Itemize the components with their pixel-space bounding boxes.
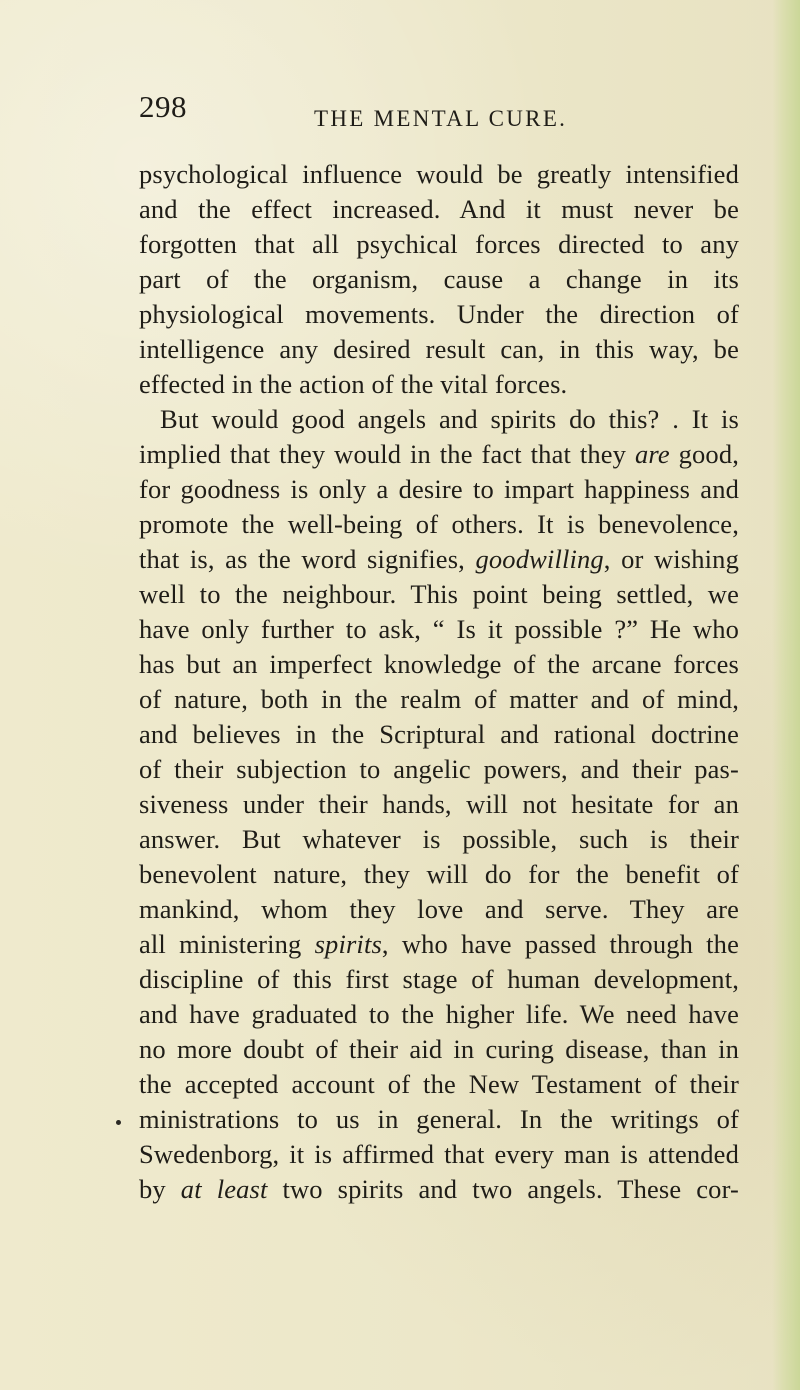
text-fragment: implied that they would in the fact that they xyxy=(139,439,635,469)
text-fragment: discipline of this first stage of human development, xyxy=(139,964,739,994)
text-fragment: of their subjection to angelic powers, and their pas- xyxy=(139,754,739,784)
text-fragment: , who have passed through the xyxy=(381,929,739,959)
text-line xyxy=(139,1067,739,1102)
text-line xyxy=(139,437,739,472)
italic-text-fragment: at least xyxy=(180,1174,268,1204)
text-fragment: well to the neighbour. This point being settled, we xyxy=(139,579,739,609)
text-fragment: mankind, whom they love and serve. They are xyxy=(139,894,739,924)
text-fragment: promote the well-being of others. It is benevolence, xyxy=(139,509,739,539)
text-line xyxy=(139,1032,739,1067)
text-line xyxy=(139,997,739,1032)
text-line xyxy=(139,752,739,787)
page-header xyxy=(139,89,739,143)
text-fragment: intelligence any desired result can, in this way, be xyxy=(139,334,739,364)
page-edge-stain xyxy=(772,0,800,1390)
text-fragment: part of the organism, cause a change in its xyxy=(139,264,739,294)
text-fragment: the accepted account of the New Testament of their xyxy=(139,1069,739,1099)
text-fragment: Swedenborg, it is affirmed that every man is attended xyxy=(139,1139,739,1169)
text-line xyxy=(139,472,739,507)
print-speck xyxy=(116,1120,121,1125)
text-fragment: no more doubt of their aid in curing disease, than in xyxy=(139,1034,739,1064)
text-line xyxy=(139,717,739,752)
text-fragment: by xyxy=(139,1174,181,1204)
text-fragment: all ministering xyxy=(139,929,315,959)
text-fragment: of nature, both in the realm of matter and of mind, xyxy=(139,684,739,714)
page-number: 298 xyxy=(139,89,187,124)
italic-text-fragment: goodwilling xyxy=(475,544,604,574)
text-line xyxy=(139,1102,739,1137)
text-fragment: that is, as the word signifies, xyxy=(139,544,476,574)
text-fragment: have only further to ask, “ Is it possible ?” He who xyxy=(139,614,739,644)
text-line xyxy=(139,892,739,927)
text-fragment: good, xyxy=(669,439,739,469)
text-line xyxy=(139,297,739,332)
text-line xyxy=(139,332,739,367)
text-line xyxy=(139,542,739,577)
text-fragment: siveness under their hands, will not hesitate for an xyxy=(139,789,739,819)
text-fragment: But would good angels and spirits do this? . It is xyxy=(160,404,739,434)
text-line xyxy=(139,962,739,997)
text-line xyxy=(139,402,739,437)
text-fragment: , or wishing xyxy=(603,544,739,574)
text-fragment: ministrations to us in general. In the writings of xyxy=(139,1104,739,1134)
text-line xyxy=(139,822,739,857)
text-fragment: for goodness is only a desire to impart happiness and xyxy=(139,474,739,504)
text-fragment: two spirits and two angels. These cor- xyxy=(267,1174,739,1204)
text-fragment: psychological influence would be greatly intensified xyxy=(139,159,739,189)
text-line xyxy=(139,647,739,682)
text-fragment: has but an imperfect knowledge of the arcane forces xyxy=(139,649,739,679)
text-line xyxy=(139,682,739,717)
text-fragment: forgotten that all psychical forces directed to any xyxy=(139,229,739,259)
text-line xyxy=(139,227,739,262)
text-fragment: and believes in the Scriptural and rational doctrine xyxy=(139,719,739,749)
text-line xyxy=(139,262,739,297)
running-head: THE MENTAL CURE. xyxy=(314,106,568,131)
text-fragment: benevolent nature, they will do for the benefit of xyxy=(139,859,739,889)
italic-text-fragment: are xyxy=(634,439,670,469)
text-line xyxy=(139,192,739,227)
text-line xyxy=(139,1137,739,1172)
text-line xyxy=(139,787,739,822)
text-line xyxy=(139,857,739,892)
text-fragment: answer. But whatever is possible, such is their xyxy=(139,824,739,854)
body-text xyxy=(139,157,739,1207)
text-fragment: and the effect increased. And it must never be xyxy=(139,194,739,224)
text-line xyxy=(139,612,739,647)
text-line xyxy=(139,507,739,542)
text-fragment: and have graduated to the higher life. We need have xyxy=(139,999,739,1029)
text-fragment: physiological movements. Under the direction of xyxy=(139,299,739,329)
text-line xyxy=(139,1172,739,1207)
italic-text-fragment: spirits xyxy=(314,929,382,959)
text-line xyxy=(139,367,739,402)
text-line xyxy=(139,927,739,962)
text-line xyxy=(139,157,739,192)
text-fragment: effected in the action of the vital forces. xyxy=(139,369,568,399)
text-line xyxy=(139,577,739,612)
